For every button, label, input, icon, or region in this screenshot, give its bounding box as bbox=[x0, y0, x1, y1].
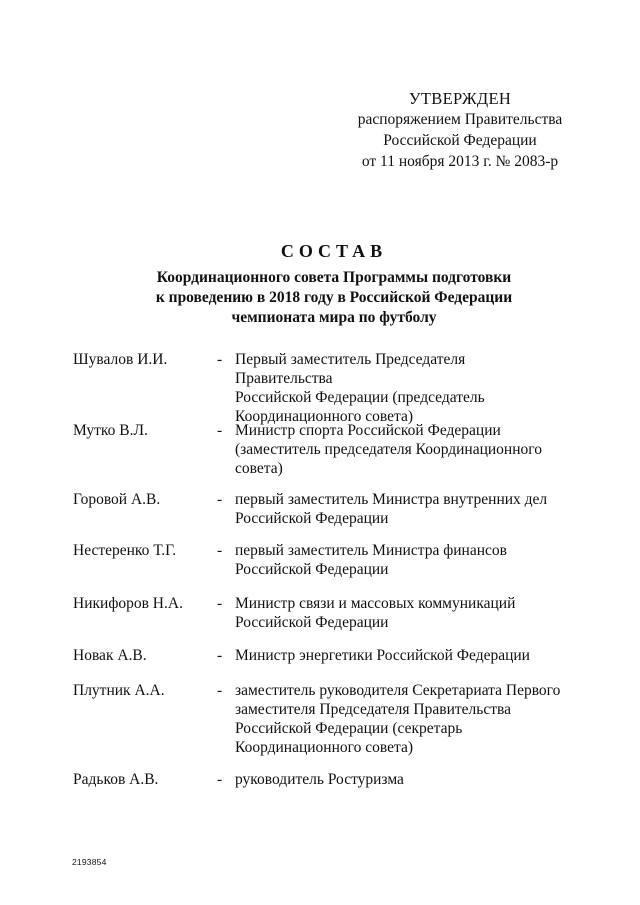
member-name: Новак А.В. bbox=[73, 647, 147, 664]
member-dash: - bbox=[217, 422, 223, 439]
approval-line: Российской Федерации bbox=[383, 132, 537, 149]
subtitle-line: чемпионата мира по футболу bbox=[231, 309, 437, 326]
member-dash: - bbox=[217, 491, 223, 508]
member-name: Мутко В.Л. bbox=[73, 422, 148, 439]
role-line: Российской Федерации (председатель bbox=[235, 389, 485, 406]
role-line: первый заместитель Министра внутренних дел bbox=[235, 491, 548, 508]
member-name: Никифоров Н.А. bbox=[73, 595, 183, 612]
role-line: Координационного совета) bbox=[235, 408, 413, 425]
member-dash: - bbox=[217, 682, 223, 699]
role-line: Министр связи и массовых коммуникаций bbox=[235, 595, 516, 612]
member-dash: - bbox=[217, 542, 223, 559]
member-name: Горовой А.В. bbox=[73, 491, 161, 508]
member-role bbox=[235, 594, 565, 632]
member-dash: - bbox=[217, 595, 223, 612]
member-dash: - bbox=[217, 771, 223, 788]
document-code: 2193854 bbox=[72, 857, 107, 867]
subtitle-line: Координационного совета Программы подготовки bbox=[156, 269, 512, 286]
role-line: Российской Федерации bbox=[235, 561, 389, 578]
member-role bbox=[235, 770, 565, 789]
member-role bbox=[235, 681, 565, 757]
member-name: Плутник А.А. bbox=[73, 682, 165, 699]
role-line: первый заместитель Министра финансов bbox=[235, 542, 507, 559]
member-role bbox=[235, 350, 565, 426]
approval-title: УТВЕРЖДЕН bbox=[408, 89, 512, 108]
document-heading bbox=[0, 238, 640, 328]
role-line: Первый заместитель Председателя Правительства bbox=[235, 351, 466, 387]
member-name: Шувалов И.И. bbox=[73, 351, 168, 368]
subtitle-line: к проведению в 2018 году в Российской Федерации bbox=[155, 289, 513, 306]
approval-line: от 11 ноября 2013 г. № 2083-р bbox=[361, 153, 559, 170]
role-line: (заместитель председателя Координационного bbox=[235, 441, 542, 458]
member-role bbox=[235, 541, 565, 579]
approval-block bbox=[340, 88, 580, 172]
role-line: Министр спорта Российской Федерации bbox=[235, 422, 501, 439]
member-dash: - bbox=[217, 351, 223, 368]
role-line: Российской Федерации bbox=[235, 614, 389, 631]
role-line: совета) bbox=[235, 460, 283, 477]
document-title: СОСТАВ bbox=[280, 241, 388, 261]
role-line: руководитель Ростуризма bbox=[235, 771, 404, 788]
role-line: заместителя Председателя Правительства bbox=[235, 701, 511, 718]
role-line: Российской Федерации bbox=[235, 510, 389, 527]
approval-line: распоряжением Правительства bbox=[357, 111, 563, 128]
member-name: Радьков А.В. bbox=[73, 771, 159, 788]
member-role bbox=[235, 646, 565, 665]
member-role bbox=[235, 421, 565, 478]
role-line: заместитель руководителя Секретариата Первого bbox=[235, 682, 561, 699]
role-line: Координационного совета) bbox=[235, 739, 413, 756]
role-line: Министр энергетики Российской Федерации bbox=[235, 647, 530, 664]
member-role bbox=[235, 490, 565, 528]
member-name: Нестеренко Т.Г. bbox=[73, 542, 177, 559]
role-line: Российской Федерации (секретарь bbox=[235, 720, 463, 737]
member-dash: - bbox=[217, 647, 223, 664]
